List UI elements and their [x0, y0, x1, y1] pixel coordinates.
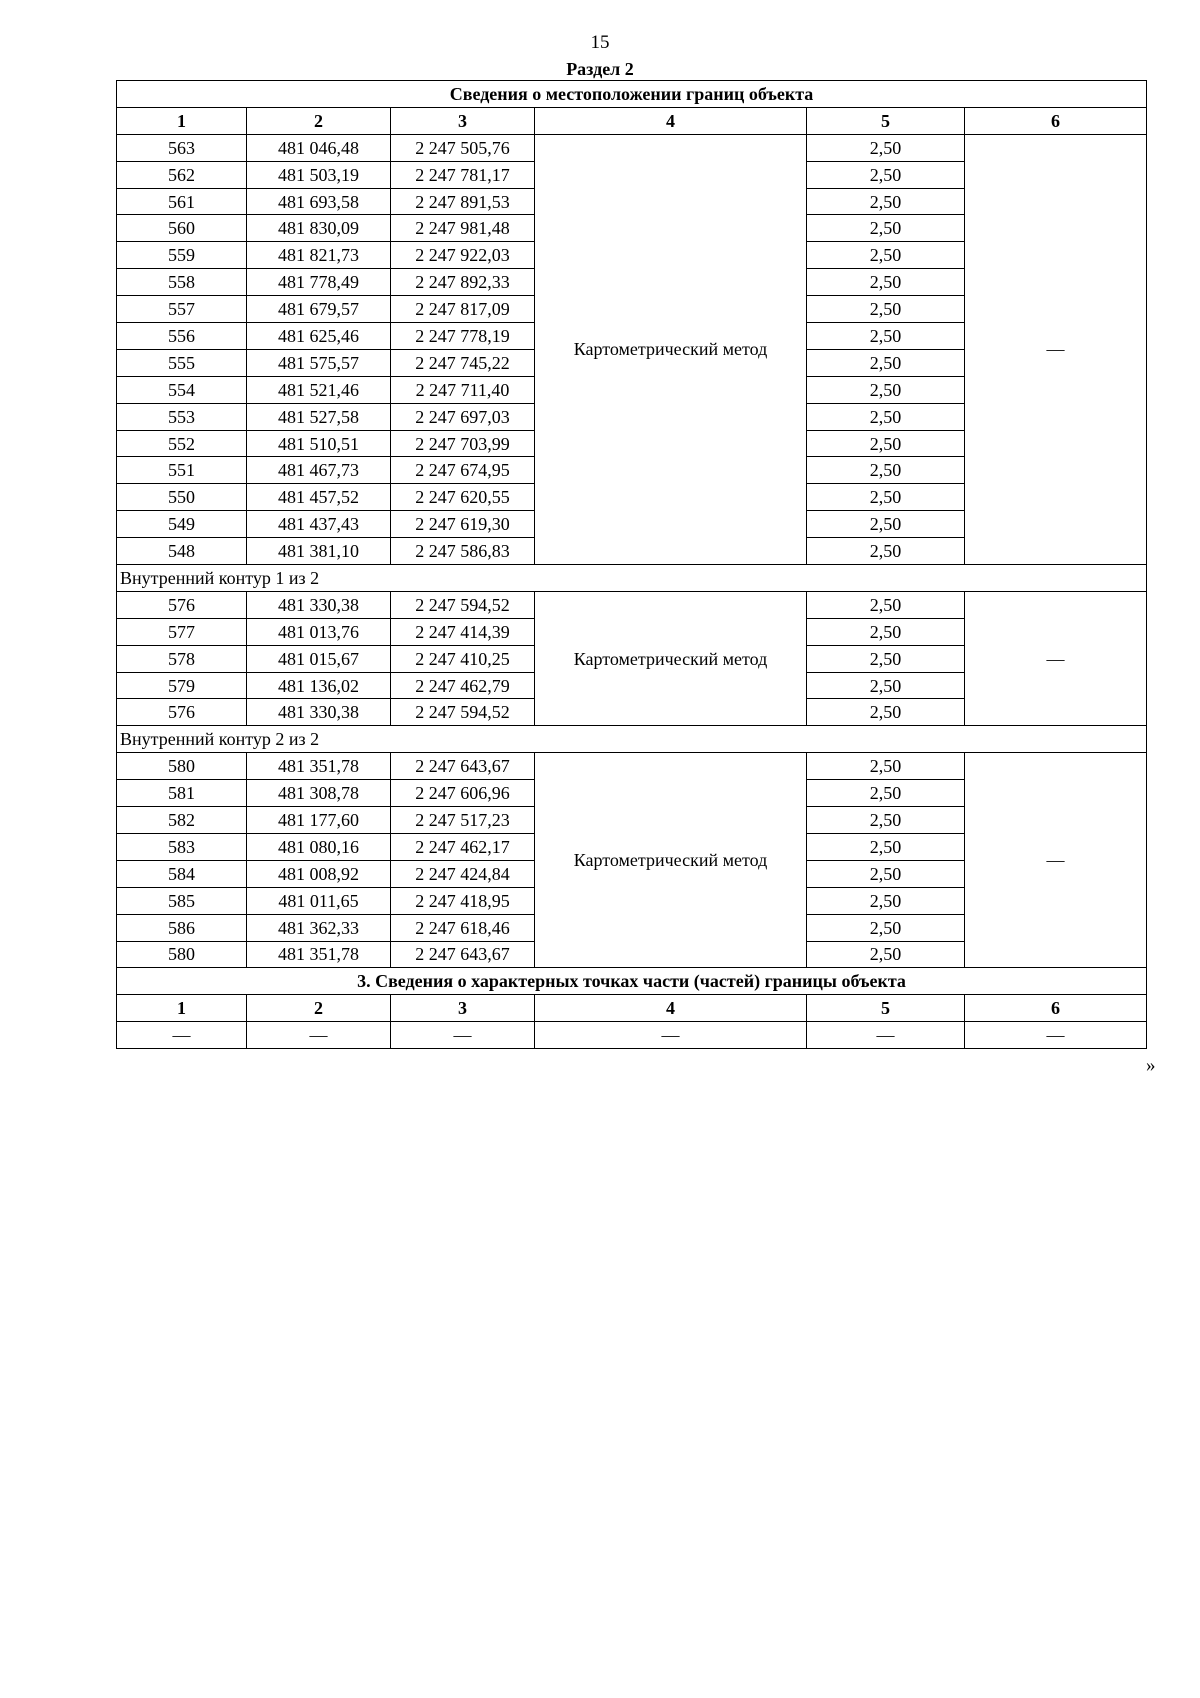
y-coordinate-cell: 2 247 620,55 — [391, 484, 535, 511]
point-number-cell: 550 — [117, 484, 247, 511]
description-cell: — — [965, 591, 1147, 725]
x-coordinate-cell: 481 830,09 — [247, 215, 391, 242]
section3-column-header: 5 — [807, 995, 965, 1022]
precision-cell: 2,50 — [807, 349, 965, 376]
table-row — [117, 591, 1147, 618]
x-coordinate-cell: 481 575,57 — [247, 349, 391, 376]
point-number-cell: 553 — [117, 403, 247, 430]
x-coordinate-cell: 481 013,76 — [247, 618, 391, 645]
y-coordinate-cell: 2 247 781,17 — [391, 161, 535, 188]
x-coordinate-cell: 481 457,52 — [247, 484, 391, 511]
description-cell: — — [965, 753, 1147, 968]
contour-label: Внутренний контур 1 из 2 — [117, 565, 1147, 592]
section3-column-header-row — [117, 995, 1147, 1022]
section3-column-header: 3 — [391, 995, 535, 1022]
x-coordinate-cell: 481 381,10 — [247, 538, 391, 565]
x-coordinate-cell: 481 351,78 — [247, 753, 391, 780]
method-cell: Картометрический метод — [535, 134, 807, 564]
point-number-cell: 551 — [117, 457, 247, 484]
y-coordinate-cell: 2 247 892,33 — [391, 269, 535, 296]
precision-cell: 2,50 — [807, 780, 965, 807]
x-coordinate-cell: 481 330,38 — [247, 699, 391, 726]
y-coordinate-cell: 2 247 517,23 — [391, 807, 535, 834]
table-title-row — [117, 81, 1147, 108]
closing-quote: » — [1146, 1055, 1156, 1076]
y-coordinate-cell: 2 247 594,52 — [391, 591, 535, 618]
x-coordinate-cell: 481 330,38 — [247, 591, 391, 618]
y-coordinate-cell: 2 247 410,25 — [391, 645, 535, 672]
x-coordinate-cell: 481 351,78 — [247, 941, 391, 968]
column-header: 1 — [117, 107, 247, 134]
point-number-cell: 563 — [117, 134, 247, 161]
contour-label-row — [117, 726, 1147, 753]
y-coordinate-cell: 2 247 619,30 — [391, 511, 535, 538]
point-number-cell: 549 — [117, 511, 247, 538]
precision-cell: 2,50 — [807, 807, 965, 834]
x-coordinate-cell: 481 080,16 — [247, 833, 391, 860]
precision-cell: 2,50 — [807, 511, 965, 538]
y-coordinate-cell: 2 247 674,95 — [391, 457, 535, 484]
x-coordinate-cell: 481 679,57 — [247, 296, 391, 323]
x-coordinate-cell: 481 510,51 — [247, 430, 391, 457]
y-coordinate-cell: 2 247 778,19 — [391, 323, 535, 350]
y-coordinate-cell: 2 247 586,83 — [391, 538, 535, 565]
table-row — [117, 134, 1147, 161]
point-number-cell: 581 — [117, 780, 247, 807]
y-coordinate-cell: 2 247 922,03 — [391, 242, 535, 269]
precision-cell: 2,50 — [807, 941, 965, 968]
precision-cell: 2,50 — [807, 484, 965, 511]
column-header: 5 — [807, 107, 965, 134]
section3-column-header: 6 — [965, 995, 1147, 1022]
x-coordinate-cell: 481 503,19 — [247, 161, 391, 188]
point-number-cell: 582 — [117, 807, 247, 834]
point-number-cell: 552 — [117, 430, 247, 457]
point-number-cell: 554 — [117, 376, 247, 403]
section3-column-header: 4 — [535, 995, 807, 1022]
point-number-cell: 561 — [117, 188, 247, 215]
point-number-cell: 557 — [117, 296, 247, 323]
precision-cell: 2,50 — [807, 887, 965, 914]
x-coordinate-cell: 481 467,73 — [247, 457, 391, 484]
x-coordinate-cell: 481 308,78 — [247, 780, 391, 807]
precision-cell: 2,50 — [807, 403, 965, 430]
precision-cell: 2,50 — [807, 323, 965, 350]
x-coordinate-cell: 481 778,49 — [247, 269, 391, 296]
point-number-cell: 562 — [117, 161, 247, 188]
y-coordinate-cell: 2 247 606,96 — [391, 780, 535, 807]
x-coordinate-cell: 481 625,46 — [247, 323, 391, 350]
contour-label-row — [117, 565, 1147, 592]
precision-cell: 2,50 — [807, 242, 965, 269]
page-number: 15 — [590, 32, 610, 53]
x-coordinate-cell: 481 821,73 — [247, 242, 391, 269]
y-coordinate-cell: 2 247 711,40 — [391, 376, 535, 403]
precision-cell: 2,50 — [807, 914, 965, 941]
section3-cell: — — [247, 1022, 391, 1049]
precision-cell: 2,50 — [807, 618, 965, 645]
y-coordinate-cell: 2 247 697,03 — [391, 403, 535, 430]
section3-cell: — — [535, 1022, 807, 1049]
precision-cell: 2,50 — [807, 860, 965, 887]
precision-cell: 2,50 — [807, 269, 965, 296]
precision-cell: 2,50 — [807, 645, 965, 672]
y-coordinate-cell: 2 247 703,99 — [391, 430, 535, 457]
precision-cell: 2,50 — [807, 161, 965, 188]
point-number-cell: 580 — [117, 941, 247, 968]
method-cell: Картометрический метод — [535, 591, 807, 725]
section3-cell: — — [965, 1022, 1147, 1049]
column-header: 4 — [535, 107, 807, 134]
section3-column-header: 1 — [117, 995, 247, 1022]
precision-cell: 2,50 — [807, 457, 965, 484]
point-number-cell: 548 — [117, 538, 247, 565]
y-coordinate-cell: 2 247 981,48 — [391, 215, 535, 242]
precision-cell: 2,50 — [807, 215, 965, 242]
point-number-cell: 576 — [117, 699, 247, 726]
section3-title-row — [117, 968, 1147, 995]
section3-cell: — — [391, 1022, 535, 1049]
table-title: Сведения о местоположении границ объекта — [117, 81, 1147, 108]
point-number-cell: 560 — [117, 215, 247, 242]
x-coordinate-cell: 481 136,02 — [247, 672, 391, 699]
x-coordinate-cell: 481 437,43 — [247, 511, 391, 538]
method-cell: Картометрический метод — [535, 753, 807, 968]
point-number-cell: 579 — [117, 672, 247, 699]
point-number-cell: 583 — [117, 833, 247, 860]
y-coordinate-cell: 2 247 414,39 — [391, 618, 535, 645]
y-coordinate-cell: 2 247 643,67 — [391, 753, 535, 780]
point-number-cell: 558 — [117, 269, 247, 296]
y-coordinate-cell: 2 247 643,67 — [391, 941, 535, 968]
section3-row — [117, 1022, 1147, 1049]
y-coordinate-cell: 2 247 891,53 — [391, 188, 535, 215]
section3-cell: — — [117, 1022, 247, 1049]
table-row — [117, 753, 1147, 780]
y-coordinate-cell: 2 247 505,76 — [391, 134, 535, 161]
x-coordinate-cell: 481 693,58 — [247, 188, 391, 215]
precision-cell: 2,50 — [807, 591, 965, 618]
x-coordinate-cell: 481 521,46 — [247, 376, 391, 403]
y-coordinate-cell: 2 247 817,09 — [391, 296, 535, 323]
point-number-cell: 584 — [117, 860, 247, 887]
precision-cell: 2,50 — [807, 376, 965, 403]
point-number-cell: 585 — [117, 887, 247, 914]
point-number-cell: 578 — [117, 645, 247, 672]
x-coordinate-cell: 481 362,33 — [247, 914, 391, 941]
contour-label: Внутренний контур 2 из 2 — [117, 726, 1147, 753]
y-coordinate-cell: 2 247 594,52 — [391, 699, 535, 726]
y-coordinate-cell: 2 247 462,79 — [391, 672, 535, 699]
precision-cell: 2,50 — [807, 296, 965, 323]
y-coordinate-cell: 2 247 462,17 — [391, 833, 535, 860]
precision-cell: 2,50 — [807, 699, 965, 726]
x-coordinate-cell: 481 527,58 — [247, 403, 391, 430]
precision-cell: 2,50 — [807, 538, 965, 565]
section3-title: 3. Сведения о характерных точках части (частей) границы объекта — [117, 968, 1147, 995]
precision-cell: 2,50 — [807, 753, 965, 780]
point-number-cell: 576 — [117, 591, 247, 618]
precision-cell: 2,50 — [807, 188, 965, 215]
y-coordinate-cell: 2 247 424,84 — [391, 860, 535, 887]
x-coordinate-cell: 481 008,92 — [247, 860, 391, 887]
section-heading: Раздел 2 — [566, 59, 634, 79]
precision-cell: 2,50 — [807, 430, 965, 457]
point-number-cell: 555 — [117, 349, 247, 376]
point-number-cell: 559 — [117, 242, 247, 269]
point-number-cell: 580 — [117, 753, 247, 780]
column-header: 6 — [965, 107, 1147, 134]
column-header: 3 — [391, 107, 535, 134]
column-header: 2 — [247, 107, 391, 134]
description-cell: — — [965, 134, 1147, 564]
y-coordinate-cell: 2 247 418,95 — [391, 887, 535, 914]
precision-cell: 2,50 — [807, 833, 965, 860]
precision-cell: 2,50 — [807, 672, 965, 699]
point-number-cell: 556 — [117, 323, 247, 350]
x-coordinate-cell: 481 015,67 — [247, 645, 391, 672]
point-number-cell: 577 — [117, 618, 247, 645]
column-header-row — [117, 107, 1147, 134]
y-coordinate-cell: 2 247 745,22 — [391, 349, 535, 376]
section3-cell: — — [807, 1022, 965, 1049]
y-coordinate-cell: 2 247 618,46 — [391, 914, 535, 941]
precision-cell: 2,50 — [807, 134, 965, 161]
section3-column-header: 2 — [247, 995, 391, 1022]
x-coordinate-cell: 481 011,65 — [247, 887, 391, 914]
x-coordinate-cell: 481 177,60 — [247, 807, 391, 834]
x-coordinate-cell: 481 046,48 — [247, 134, 391, 161]
point-number-cell: 586 — [117, 914, 247, 941]
boundary-table — [116, 80, 1147, 1049]
